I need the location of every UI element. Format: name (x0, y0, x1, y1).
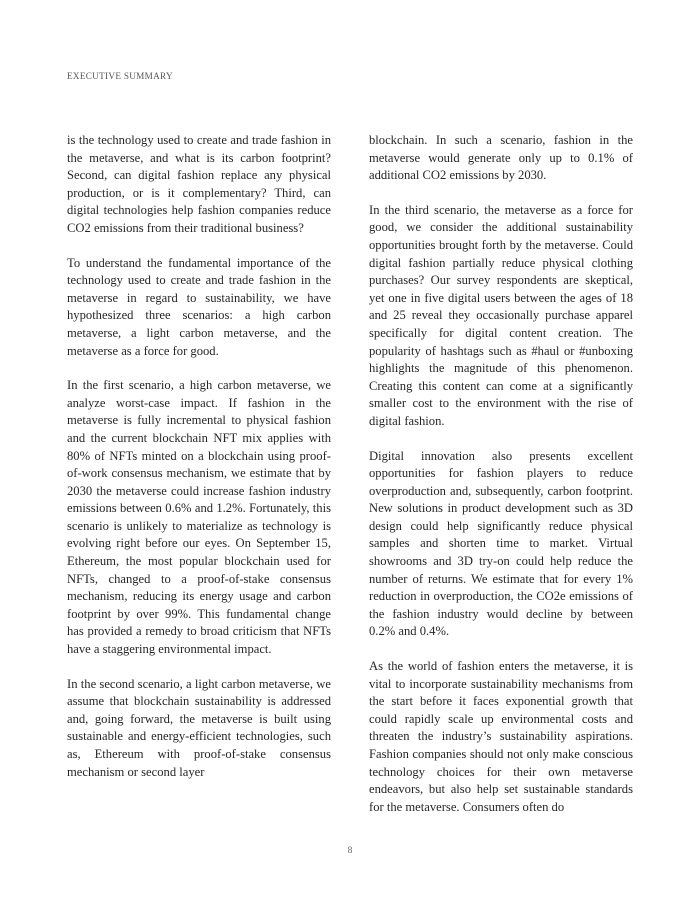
paragraph: In the first scenario, a high carbon metaverse, we analyze worst-case impact. If fashion in the metaverse is fully incremental to physical fashion and the current blockchain NFT mix applies with 80% of NFTs minted on a blockchain using proof-of-work consensus mechanism, we estimate that by 2030 the metaverse could increase fashion industry emissions between 0.6% and 1.2%. Fortunately, this scenario is unlikely to materialize as technology is evolving right before our eyes. On September 15, Ethereum, the most popular blockchain used for NFTs, changed to a proof-of-stake consensus mechanism, reducing its energy usage and carbon footprint by over 99%. This fundamental change has provided a remedy to broad criticism that NFTs have a staggering environmental impact. (67, 378, 331, 657)
right-column (369, 132, 633, 833)
paragraph: In the second scenario, a light carbon metaverse, we assume that blockchain sustainability is addressed and, going forward, the metaverse is built using sustainable and energy-efficient technologies, such as, Ethereum with proof-of-stake consensus mechanism or second layer (67, 676, 331, 779)
paragraph: As the world of fashion enters the metaverse, it is vital to incorporate sustainability mechanisms from the start before it faces exponential growth that could rapidly scale up environmental costs and threaten the industry’s sustainability aspirations. Fashion companies should not only make conscious technology choices for their own metaverse endeavors, but also help set sustainable standards for the metaverse. Consumers often do (369, 659, 633, 814)
paragraph: To understand the fundamental importance of the technology used to create and trade fashion in the metaverse in regard to sustainability, we have hypothesized three scenarios: a high carbon metaverse, a light carbon metaverse, and the metaverse as a force for good. (67, 255, 331, 358)
page-number: 8 (347, 846, 353, 856)
paragraph: Digital innovation also presents excellent opportunities for fashion players to reduce overproduction and, subsequently, carbon footprint. New solutions in product development such as 3D design could help significantly reduce physical samples and shorten time to market. Virtual showrooms and 3D try-on could help reduce the number of returns. We estimate that for every 1% reduction in overproduction, the CO2e emissions of the fashion industry would decline by between 0.2% and 0.4%. (369, 448, 633, 639)
left-column (67, 132, 331, 798)
paragraph: is the technology used to create and trade fashion in the metaverse, and what is its carbon footprint? Second, can digital fashion replace any physical production, or is it complementary? Third, can digital technologies help fashion companies reduce CO2 emissions from their traditional business? (67, 133, 331, 235)
paragraph: In the third scenario, the metaverse as a force for good, we consider the additional sustainability opportunities brought forth by the metaverse. Could digital fashion partially reduce physical clothing purchases? Our survey respondents are skeptical, yet one in five digital users between the ages of 18 and 25 reveal they occasionally purchase apparel specifically for digital content creation. The popularity of hashtags such as #haul or #unboxing highlights the magnitude of this phenomenon. Creating this content can come at a significantly smaller cost to the environment with the rise of digital fashion. (369, 202, 633, 428)
running-header: EXECUTIVE SUMMARY (67, 71, 173, 81)
paragraph: blockchain. In such a scenario, fashion in the metaverse would generate only up to 0.1% of additional CO2 emissions by 2030. (369, 133, 633, 183)
